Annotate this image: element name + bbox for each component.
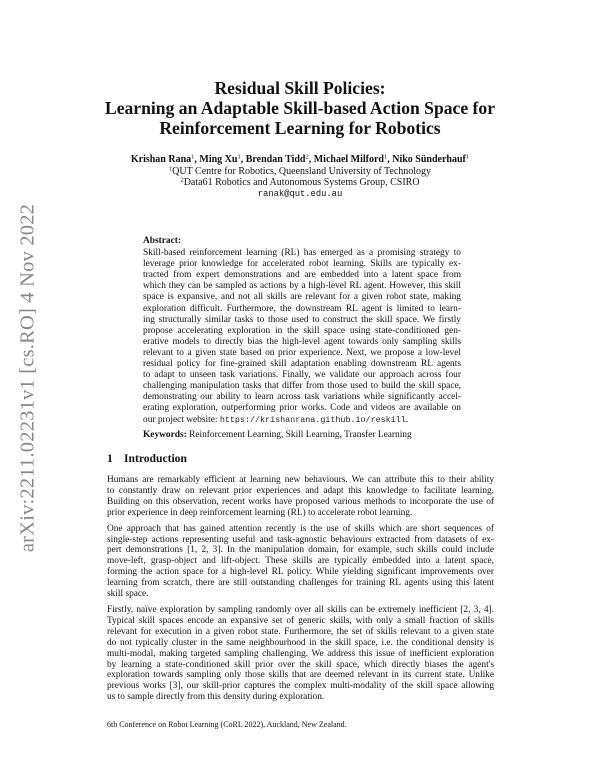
author-4: Michael Milford [313, 154, 384, 165]
text-line: forming the action space for a high-level RL policy. While yielding significant improvements over [107, 567, 494, 578]
text-line: propose accelerating exploration in the skill space using state-conditioned gen- [143, 325, 461, 336]
paragraph-1 [107, 475, 494, 519]
keywords [143, 430, 461, 441]
conference-footer: 6th Conference on Robot Learning (CoRL 2022), Auckland, New Zealand. [107, 720, 347, 729]
arxiv-identifier [8, 0, 48, 776]
text-line: learning from scratch, there are still outstanding challenges for training RL agents using this latent [107, 578, 494, 589]
title-line-3: Reinforcement Learning for Robotics [159, 118, 441, 138]
text-line: relevant for execution in a given robot state. Furthermore, the set of skills relevant to a given state [107, 626, 494, 637]
body-text [107, 475, 494, 708]
abstract-last-line: our project website: https://krishanrana.github.io/reskill. [143, 414, 409, 425]
paragraph-2 [107, 524, 494, 600]
text-line: skill space. [107, 589, 149, 600]
text-line: leverage prior knowledge for accelerated robot learning. Skills are typically ex- [143, 259, 461, 270]
paragraph-3 [107, 605, 494, 703]
author-block [80, 154, 520, 200]
abstract-heading: Abstract: [143, 236, 182, 246]
title-line-2: Learning an Adaptable Skill-based Action Space for [104, 98, 496, 118]
text-line: pert demonstrations [1, 2, 3]. In the manipulation domain, for example, such skills could include [107, 545, 494, 556]
author-names: Krishan Rana$^1$, Ming Xu$^1$, Brendan Tidd$^2$, Michael Milford$^1$, Niko Sünderhauf$^1$ [130, 153, 470, 165]
text-line: previous works [3], our skill-prior captures the complex multi-modality of the skill space allowing [107, 681, 494, 692]
project-website-link[interactable]: https://krishanrana.github.io/reskill [219, 414, 406, 425]
text-line: Skill-based reinforcement learning (RL) has emerged as a promising strategy to [143, 248, 461, 259]
text-line: to adapt to unseen task variations. Finally, we validate our approach across four [143, 370, 461, 381]
text-line: to constantly draw on relevant prior experiences and adapt this knowledge to facilitate learning. [107, 485, 494, 496]
author-email[interactable]: ranak@qut.edu.au [257, 188, 343, 199]
text-line: demonstrating our ability to learn across task variations while significantly accel- [143, 392, 461, 403]
text-line: single-step actions representing useful and task-agnostic behaviours extracted from datasets of ex- [107, 534, 494, 545]
text-line: One approach that has gained attention recently is the use of skills which are short sequences of [107, 523, 494, 534]
section-title: Introduction [124, 452, 187, 465]
abstract [143, 236, 461, 426]
text-line: ing structurally similar tasks to those used to construct the skill space. We firstly [143, 314, 461, 325]
author-5: Niko Sünderhauf [392, 154, 466, 165]
text-line: challenging manipulation tasks that differ from those used to build the skill space, [143, 381, 461, 392]
text-line: Humans are remarkably efficient at learning new behaviours. We can attribute this to their ability [107, 475, 494, 485]
abstract-text [143, 248, 461, 414]
author-1: Krishan Rana [130, 154, 192, 165]
text-line: tracted from expert demonstrations and are embedded into a latent space from [143, 270, 461, 281]
section-number: 1 [107, 452, 113, 465]
author-2: Ming Xu [199, 154, 238, 165]
text-line: which they can be sampled as actions by a high-level RL agent. However, this skill [143, 281, 461, 292]
text-line: erative models to directly bias the high-level agent towards only sampling skills [143, 336, 461, 347]
text-line: erating exploration, outperforming prior works. Code and videos are available on [143, 403, 461, 414]
title-line-1: Residual Skill Policies: [214, 78, 386, 98]
affiliation-1: $^1$QUT Centre for Robotics, Queensland University of Technology [168, 165, 432, 177]
section-heading [107, 452, 187, 465]
text-line: prior experience in deep reinforcement learning (RL) to accelerate robot learning. [107, 507, 413, 518]
affiliation-2: $^2$Data61 Robotics and Autonomous Systems Group, CSIRO [180, 176, 420, 189]
text-line: space is expansive, and not all skills are relevant for a given robot state, making [143, 292, 461, 303]
text-line: Typical skill spaces encode an expansive set of generic skills, with only a small fraction of skills [107, 615, 494, 626]
text-line: multi-modal, making targeted sampling challenging. We address this issue of inefficient exploration [107, 648, 494, 659]
text-line: do not typically cluster in the same neighbourhood in the skill space, i.e. the conditional density is [107, 637, 494, 648]
keywords-label: Keywords: [143, 430, 187, 440]
text-line: exploration towards sampling only those skills that are deemed relevant in its current state. Unlike [107, 670, 494, 681]
text-line: Firstly, naïve exploration by sampling randomly over all skills can be extremely inefficient [2, 3, 4]. [107, 604, 494, 615]
text-line: by learning a state-conditioned skill prior over the skill space, which directly biases the agent's [107, 659, 494, 670]
text-line: residual policy for fine-grained skill adaptation enabling downstream RL agents [143, 359, 461, 370]
keywords-text: Reinforcement Learning, Skill Learning, Transfer Learning [189, 430, 412, 440]
author-3: Brendan Tidd [245, 154, 306, 165]
text-line: exploration difficult. Furthermore, the downstream RL agent is limited to learn- [143, 303, 461, 314]
text-line: Building on this observation, recent works have proposed various methods to incorporate the use of [107, 496, 494, 507]
paper-title [80, 78, 520, 138]
text-line: relevant to a given state based on prior experience. Next, we propose a low-level [143, 347, 461, 358]
text-line: us to sample directly from this density during exploration. [107, 692, 325, 703]
text-line: move-left, grasp-object and lift-object. These skills are typically embedded into a latent space, [107, 556, 494, 567]
arxiv-id-text: arXiv:2211.02231v1 [cs.RO] 4 Nov 2022 [16, 203, 39, 553]
